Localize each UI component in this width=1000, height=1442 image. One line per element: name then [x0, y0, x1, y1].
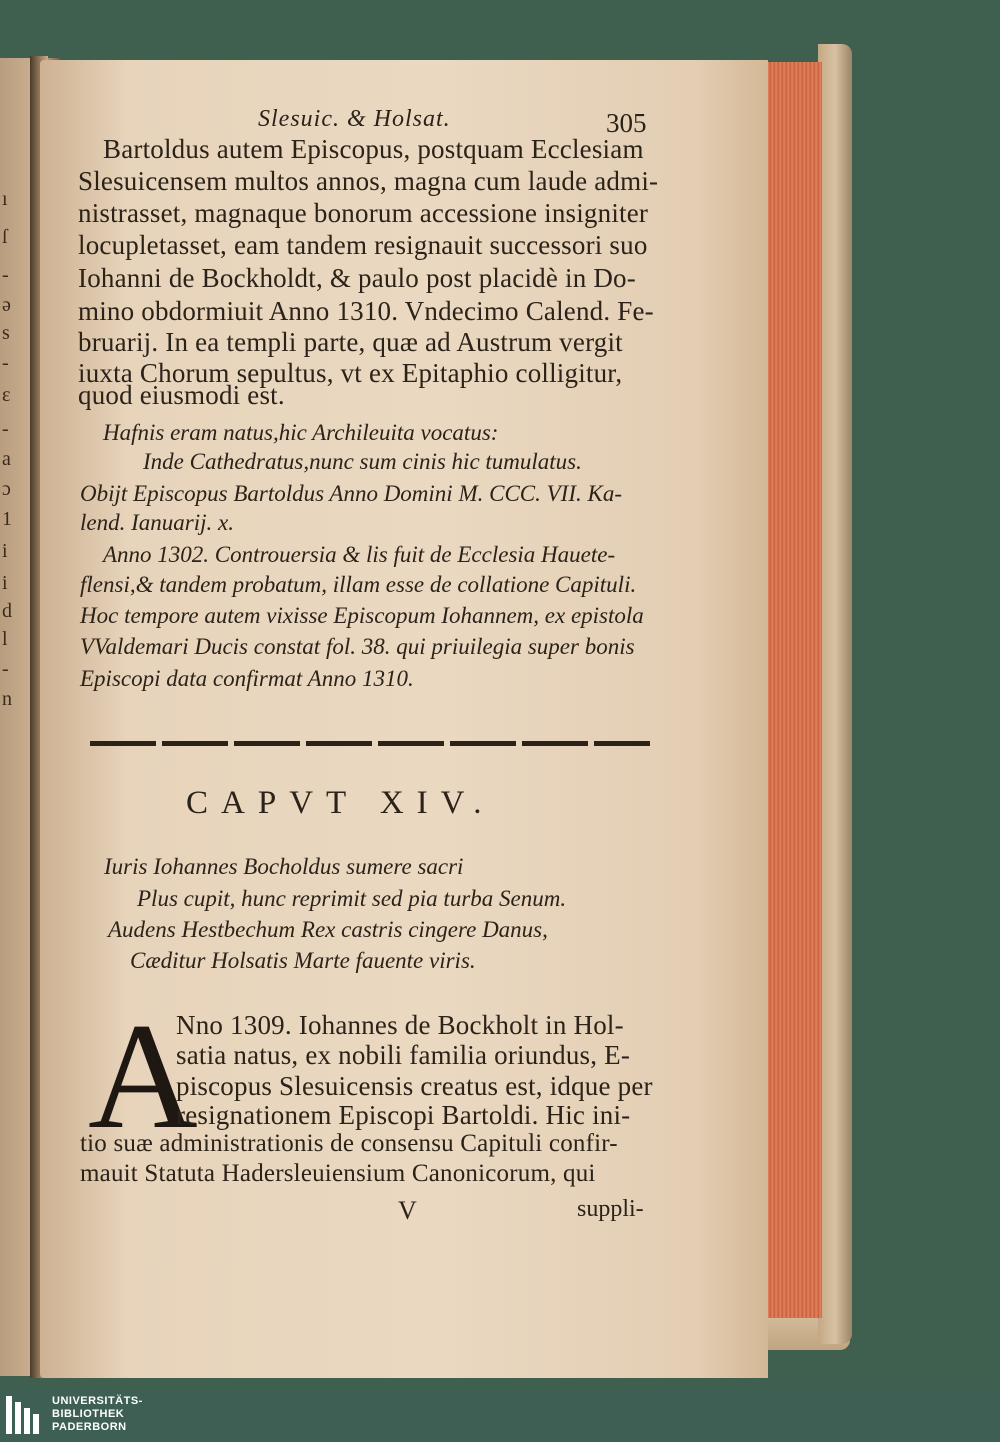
signature-mark: V: [398, 1196, 417, 1225]
obiit-line: Obijt Episcopus Bartoldus Anno Domini M. CCC. VII. Ka-: [80, 481, 622, 506]
margin-letter: i: [2, 572, 8, 594]
book-cover-edge: [818, 44, 852, 1344]
anno-line: VValdemari Ducis constat fol. 38. qui priuilegia super bonis: [80, 634, 635, 659]
library-logo-icon: [6, 1396, 40, 1434]
body-line: nistrasset, magnaque bonorum accessione insigniter: [78, 198, 649, 228]
chapter-title: CAPVT XIV.: [186, 785, 495, 821]
margin-letter: ı: [2, 188, 8, 210]
margin-letter: i: [2, 540, 8, 562]
body-line: mino obdormiuit Anno 1310. Vndecimo Calend. Fe-: [78, 296, 654, 326]
chapter-line: resignationem Episcopi Bartoldi. Hic ini-: [176, 1100, 631, 1130]
chapter-line: mauit Statuta Hadersleuiensium Canonicorum, qui: [80, 1160, 596, 1187]
margin-letter: ſ: [2, 226, 8, 248]
margin-letter: a: [2, 448, 11, 470]
margin-letter: s: [2, 322, 10, 344]
margin-letter: d: [2, 600, 12, 622]
margin-letter: ɔ: [2, 478, 11, 500]
library-logo-text: [52, 1395, 143, 1434]
body-line: iuxta Chorum sepultus, vt ex Epitaphio colligitur,: [78, 358, 623, 388]
chapter-line: Nno 1309. Iohannes de Bockholt in Hol-: [176, 1010, 624, 1040]
verse-line: Cæditur Holsatis Marte fauente viris.: [130, 948, 476, 973]
library-logo-line: UNIVERSITÄTS-: [52, 1395, 143, 1407]
verse-line: Plus cupit, hunc reprimit sed pia turba Senum.: [137, 886, 567, 911]
margin-letter: ɛ: [2, 384, 11, 406]
library-footer: [0, 1390, 1000, 1442]
chapter-line: satia natus, ex nobili familia oriundus, E-: [176, 1040, 631, 1070]
anno-line: flensi,& tandem probatum, illam esse de collatione Capituli.: [80, 572, 637, 597]
anno-line: Hoc tempore autem vixisse Episcopum Iohannem, ex epistola: [80, 603, 644, 628]
body-line: locupletasset, eam tandem resignauit successori suo: [78, 230, 648, 260]
anno-line: Anno 1302. Controuersia & lis fuit de Ecclesia Hauete-: [103, 542, 616, 567]
margin-letter: -: [2, 352, 9, 374]
chapter-line: piscopus Slesuicensis creatus est, idque per: [176, 1071, 653, 1101]
running-head: Slesuic. & Holsat.: [258, 106, 451, 132]
margin-letter: -: [2, 418, 9, 440]
epitaph-line: Inde Cathedratus,nunc sum cinis hic tumulatus.: [143, 449, 582, 474]
body-line: Iohanni de Bockholdt, & paulo post placidè in Do-: [78, 263, 636, 293]
margin-letter: ǝ: [2, 294, 11, 316]
margin-letter: 1: [2, 508, 12, 530]
margin-letter: -: [2, 264, 9, 286]
margin-letter: l: [2, 628, 8, 650]
section-divider-rule: [90, 741, 650, 746]
body-line: Slesuicensem multos annos, magna cum laude admi-: [78, 166, 659, 196]
library-logo-line: PADERBORN: [52, 1421, 127, 1433]
page-number: 305: [606, 108, 647, 138]
catchword: suppli-: [577, 1196, 644, 1222]
body-line: bruarij. In ea templi parte, quæ ad Austrum vergit: [78, 327, 623, 357]
chapter-line: tio suæ administrationis de consensu Capituli confir-: [80, 1130, 618, 1157]
margin-letter: -: [2, 658, 9, 680]
verse-line: Audens Hestbechum Rex castris cingere Danus,: [108, 917, 548, 942]
body-line: Bartoldus autem Episcopus, postquam Ecclesiam: [103, 134, 644, 164]
obiit-line: lend. Ianuarij. x.: [80, 510, 234, 535]
library-logo-line: BIBLIOTHEK: [52, 1408, 125, 1420]
drop-cap: A: [88, 992, 198, 1160]
body-line: quod eiusmodi est.: [78, 380, 285, 410]
verse-line: Iuris Iohannes Bocholdus sumere sacri: [104, 854, 464, 879]
anno-line: Episcopi data confirmat Anno 1310.: [80, 666, 414, 691]
margin-letter: n: [2, 688, 12, 710]
epitaph-line: Hafnis eram natus,hic Archileuita vocatus:: [103, 420, 499, 445]
